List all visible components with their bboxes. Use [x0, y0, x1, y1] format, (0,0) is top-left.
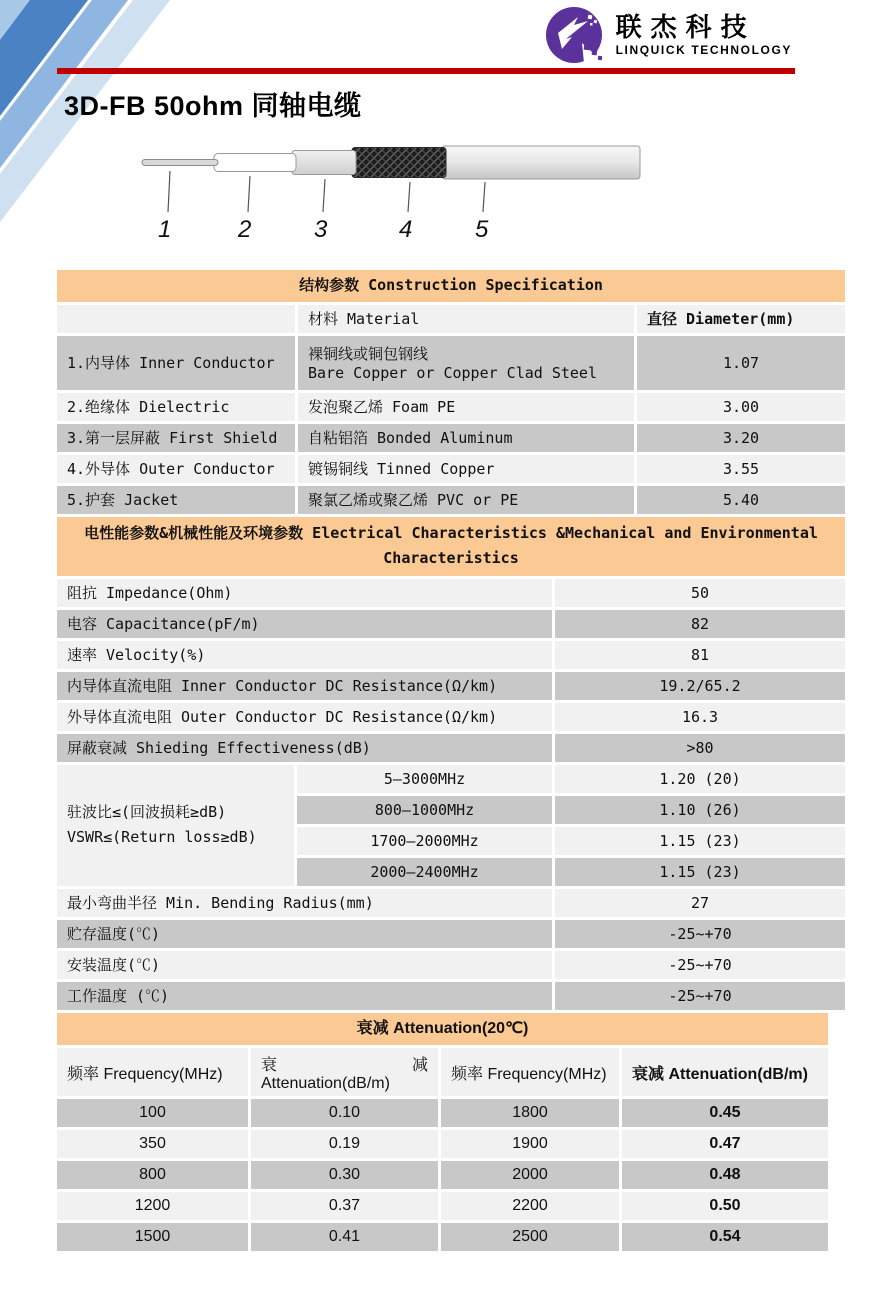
- attenuation-header-attn: 衰 减 Attenuation(dB/m): [251, 1048, 438, 1096]
- attenuation-value: 0.41: [251, 1223, 438, 1251]
- table-row: [57, 982, 845, 1010]
- electrical-label: 屏蔽衰减 Shieding Effectiveness(dB): [57, 734, 552, 762]
- spec-tables: [57, 270, 845, 1251]
- electrical-value: 27: [555, 889, 845, 917]
- table-row: [57, 455, 845, 483]
- cable-outer-conductor: [352, 148, 446, 178]
- construction-material: 裸铜线或铜包钢线 Bare Copper or Copper Clad Steel: [298, 336, 634, 390]
- construction-diameter: 5.40: [637, 486, 845, 514]
- attenuation-banner: 衰减 Attenuation(20℃): [57, 1013, 828, 1046]
- table-row: [57, 920, 845, 948]
- cable-diagram: [130, 138, 690, 252]
- vswr-label: 驻波比≤(回波损耗≥dB) VSWR≤(Return loss≥dB): [57, 765, 294, 886]
- table-row: [57, 1099, 828, 1127]
- diagram-label-5: 5: [475, 216, 489, 243]
- electrical-value: 81: [555, 641, 845, 669]
- company-name: [616, 13, 792, 58]
- attenuation-frequency: 800: [57, 1161, 248, 1189]
- page-title: 3D-FB 50ohm 同轴电缆: [64, 91, 362, 121]
- construction-diameter: 3.55: [637, 455, 845, 483]
- attenuation-value: 0.45: [622, 1099, 828, 1127]
- construction-diameter: 1.07: [637, 336, 845, 390]
- attenuation-value: 0.30: [251, 1161, 438, 1189]
- electrical-banner: 电性能参数&机械性能及环境参数 Electrical Characteristics &Mechanical and Environmental Characteristics: [57, 517, 845, 576]
- table-row: [297, 827, 845, 855]
- attenuation-header-frequency: 频率 Frequency(MHz): [57, 1048, 248, 1096]
- attenuation-frequency: 2000: [441, 1161, 619, 1189]
- table-row: [57, 1223, 828, 1251]
- construction-header-row: [57, 305, 845, 333]
- construction-material: 聚氯乙烯或聚乙烯 PVC or PE: [298, 486, 634, 514]
- table-row: [57, 734, 845, 762]
- company-name-cn: 联杰科技: [615, 11, 756, 42]
- table-row: [57, 641, 845, 669]
- electrical-label: 工作温度 (℃): [57, 982, 552, 1010]
- attenuation-value: 0.54: [622, 1223, 828, 1251]
- cable-first-shield: [292, 151, 356, 175]
- attenuation-table: [57, 1013, 828, 1252]
- electrical-label: 安装温度(℃): [57, 951, 552, 979]
- construction-name: 2.绝缘体 Dielectric: [57, 393, 295, 421]
- vswr-range: 5—3000MHz: [297, 765, 552, 793]
- vswr-range: 800—1000MHz: [297, 796, 552, 824]
- table-row: [57, 1192, 828, 1220]
- vswr-value: 1.20 (20): [555, 765, 845, 793]
- cable-inner-conductor: [142, 160, 218, 166]
- electrical-value: -25~+70: [555, 920, 845, 948]
- construction-material: 自粘铝箔 Bonded Aluminum: [298, 424, 634, 452]
- vswr-range: 1700—2000MHz: [297, 827, 552, 855]
- attenuation-value: 0.48: [622, 1161, 828, 1189]
- construction-name: 1.内导体 Inner Conductor: [57, 336, 295, 390]
- construction-header-empty: [57, 305, 295, 333]
- table-row: [57, 424, 845, 452]
- electrical-label: 速率 Velocity(%): [57, 641, 552, 669]
- company-name-en: LINQUICK TECHNOLOGY: [615, 43, 792, 58]
- table-row: [57, 486, 845, 514]
- attenuation-header-row: [57, 1048, 828, 1096]
- attenuation-header-attn: 衰减 Attenuation(dB/m): [622, 1048, 828, 1096]
- table-row: [57, 393, 845, 421]
- attenuation-frequency: 1500: [57, 1223, 248, 1251]
- table-row: [57, 951, 845, 979]
- cable-jacket: [442, 146, 640, 179]
- construction-name: 4.外导体 Outer Conductor: [57, 455, 295, 483]
- cable-dielectric: [214, 154, 296, 172]
- construction-banner: 结构参数 Construction Specification: [57, 270, 845, 302]
- attenuation-frequency: 2200: [441, 1192, 619, 1220]
- diagram-label-3: 3: [314, 216, 328, 243]
- vswr-block: [57, 765, 845, 886]
- electrical-label: 电容 Capacitance(pF/m): [57, 610, 552, 638]
- diagram-label-2: 2: [238, 216, 252, 243]
- vswr-rows: [297, 765, 845, 886]
- construction-material: 发泡聚乙烯 Foam PE: [298, 393, 634, 421]
- attenuation-frequency: 1900: [441, 1130, 619, 1158]
- electrical-label: 外导体直流电阻 Outer Conductor DC Resistance(Ω/km): [57, 703, 552, 731]
- diagram-label-4: 4: [399, 216, 413, 243]
- vswr-range: 2000—2400MHz: [297, 858, 552, 886]
- electrical-value: 82: [555, 610, 845, 638]
- vswr-value: 1.10 (26): [555, 796, 845, 824]
- table-row: [57, 579, 845, 607]
- attenuation-frequency: 100: [57, 1099, 248, 1127]
- attenuation-frequency: 1200: [57, 1192, 248, 1220]
- attenuation-value: 0.50: [622, 1192, 828, 1220]
- table-row: [57, 1130, 828, 1158]
- attenuation-value: 0.37: [251, 1192, 438, 1220]
- construction-material: 镀锡铜线 Tinned Copper: [298, 455, 634, 483]
- electrical-value: 19.2/65.2: [555, 672, 845, 700]
- attenuation-value: 0.19: [251, 1130, 438, 1158]
- table-row: [57, 610, 845, 638]
- electrical-label: 内导体直流电阻 Inner Conductor DC Resistance(Ω/km): [57, 672, 552, 700]
- attenuation-frequency: 350: [57, 1130, 248, 1158]
- table-row: [297, 796, 845, 824]
- attenuation-header-frequency: 频率 Frequency(MHz): [441, 1048, 619, 1096]
- attenuation-frequency: 2500: [441, 1223, 619, 1251]
- electrical-value: >80: [555, 734, 845, 762]
- table-row: [57, 703, 845, 731]
- electrical-label: 贮存温度(℃): [57, 920, 552, 948]
- vswr-value: 1.15 (23): [555, 858, 845, 886]
- vswr-value: 1.15 (23): [555, 827, 845, 855]
- table-row: [57, 672, 845, 700]
- construction-header-material: 材料 Material: [298, 305, 634, 333]
- electrical-value: 50: [555, 579, 845, 607]
- construction-diameter: 3.00: [637, 393, 845, 421]
- company-logo: [544, 3, 792, 67]
- attenuation-frequency: 1800: [441, 1099, 619, 1127]
- table-row: [297, 858, 845, 886]
- company-logo-icon: [544, 3, 608, 67]
- attenuation-value: 0.47: [622, 1130, 828, 1158]
- construction-name: 5.护套 Jacket: [57, 486, 295, 514]
- electrical-value: -25~+70: [555, 951, 845, 979]
- electrical-value: -25~+70: [555, 982, 845, 1010]
- attenuation-value: 0.10: [251, 1099, 438, 1127]
- table-row: [57, 889, 845, 917]
- construction-diameter: 3.20: [637, 424, 845, 452]
- construction-header-diameter: 直径 Diameter(mm): [637, 305, 845, 333]
- electrical-label: 最小弯曲半径 Min. Bending Radius(mm): [57, 889, 552, 917]
- electrical-label: 阻抗 Impedance(Ohm): [57, 579, 552, 607]
- table-row: [297, 765, 845, 793]
- diagram-label-1: 1: [158, 216, 172, 243]
- table-row: [57, 336, 845, 390]
- header-divider: [57, 68, 795, 74]
- table-row: [57, 1161, 828, 1189]
- electrical-value: 16.3: [555, 703, 845, 731]
- construction-name: 3.第一层屏蔽 First Shield: [57, 424, 295, 452]
